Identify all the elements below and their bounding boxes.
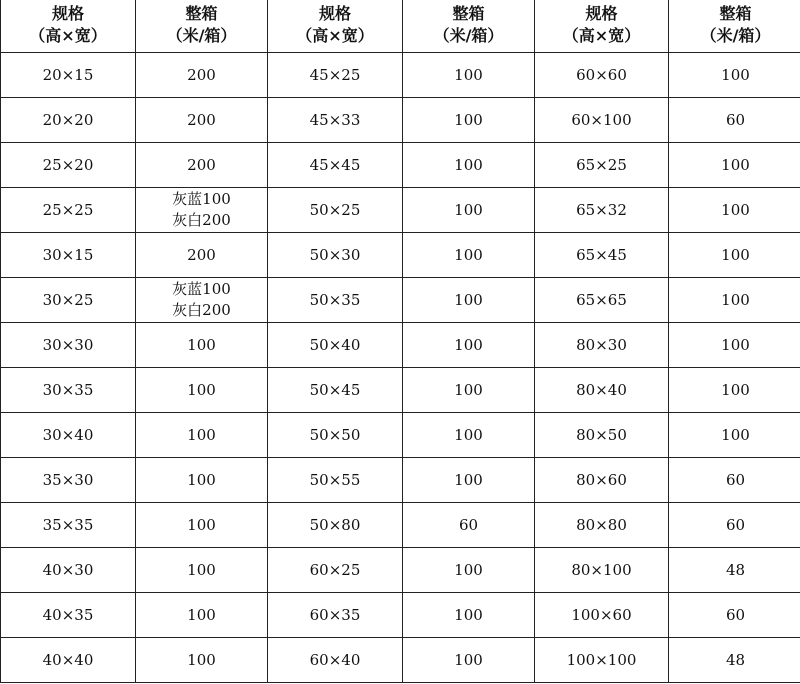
cell-text: 60 — [725, 470, 746, 489]
cell-text: 50×30 — [309, 245, 361, 264]
spec-cell — [535, 53, 669, 98]
box-qty-cell — [669, 53, 800, 98]
box-qty-cell — [669, 98, 800, 143]
cell-text: 100 — [721, 245, 750, 264]
cell-text: 200 — [187, 65, 216, 84]
cell-text: 100 — [187, 425, 216, 444]
box-qty-cell — [403, 593, 535, 638]
spec-cell — [1, 98, 136, 143]
header-cell-line: （米/箱） — [433, 25, 504, 45]
cell-text: 50×55 — [309, 470, 361, 489]
header-cell — [268, 0, 403, 53]
cell-text: 60×25 — [309, 560, 361, 579]
spec-cell — [1, 278, 136, 323]
header-cell — [136, 0, 268, 53]
table-row — [1, 458, 800, 503]
cell-text: 60×60 — [576, 65, 627, 84]
cell-text: 35×30 — [42, 470, 94, 489]
spec-cell — [1, 368, 136, 413]
cell-text: 45×45 — [309, 155, 361, 174]
cell-text: 100 — [721, 155, 750, 174]
spec-cell — [1, 143, 136, 188]
cell-text: 65×65 — [576, 290, 627, 309]
cell-text: 100 — [721, 290, 750, 309]
spec-cell — [1, 323, 136, 368]
box-qty-cell — [136, 503, 268, 548]
cell-text: 100×60 — [571, 605, 632, 624]
box-qty-cell — [669, 413, 800, 458]
header-cell-line: 规格 — [51, 3, 84, 23]
cell-text: 60×40 — [309, 650, 361, 669]
header-cell-line: 整箱 — [719, 3, 752, 23]
cell-text: 100 — [454, 380, 483, 399]
box-qty-cell — [669, 188, 800, 233]
spec-cell — [268, 323, 403, 368]
spec-cell — [1, 413, 136, 458]
cell-text: 灰蓝100 — [172, 280, 231, 298]
header-cell-line: 规格 — [585, 3, 618, 23]
box-qty-cell — [403, 458, 535, 503]
cell-text: 20×20 — [42, 110, 94, 129]
header-cell-line: （高×宽） — [296, 25, 374, 45]
cell-text: 80×30 — [576, 335, 627, 354]
cell-text: 60×35 — [309, 605, 361, 624]
cell-text: 100 — [721, 335, 750, 354]
box-qty-cell — [403, 548, 535, 593]
cell-text: 100 — [187, 335, 216, 354]
cell-text: 80×50 — [576, 425, 627, 444]
cell-text: 200 — [187, 110, 216, 129]
box-qty-cell — [136, 143, 268, 188]
cell-text: 100 — [721, 65, 750, 84]
cell-text: 30×40 — [42, 425, 94, 444]
box-qty-cell — [669, 638, 800, 683]
table-row — [1, 233, 800, 278]
spec-cell — [268, 593, 403, 638]
header-cell — [1, 0, 136, 53]
spec-cell — [535, 233, 669, 278]
cell-text: 30×30 — [42, 335, 94, 354]
cell-text: 灰白200 — [172, 301, 231, 319]
cell-text: 100 — [454, 65, 483, 84]
spec-cell — [1, 548, 136, 593]
header-cell — [535, 0, 669, 53]
cell-text: 100 — [721, 380, 750, 399]
spec-cell — [268, 548, 403, 593]
cell-text: 40×30 — [42, 560, 94, 579]
cell-text: 100 — [187, 605, 216, 624]
cell-text: 25×20 — [42, 155, 94, 174]
spec-cell — [535, 503, 669, 548]
box-qty-cell — [669, 368, 800, 413]
cell-text: 100×100 — [566, 650, 637, 669]
spec-cell — [268, 413, 403, 458]
spec-cell — [535, 278, 669, 323]
box-qty-cell — [403, 503, 535, 548]
table-row — [1, 368, 800, 413]
spec-cell — [535, 458, 669, 503]
cell-text: 60 — [725, 605, 746, 624]
box-qty-cell — [669, 143, 800, 188]
spec-cell — [535, 413, 669, 458]
box-qty-cell — [403, 188, 535, 233]
box-qty-cell — [136, 413, 268, 458]
spec-cell — [268, 188, 403, 233]
cell-text: 40×40 — [42, 650, 94, 669]
box-qty-cell — [136, 593, 268, 638]
spec-cell — [535, 548, 669, 593]
spec-cell — [268, 638, 403, 683]
cell-text: 80×40 — [576, 380, 627, 399]
box-qty-cell — [403, 98, 535, 143]
cell-text: 100 — [187, 470, 216, 489]
cell-text: 60×100 — [571, 110, 632, 129]
cell-text: 100 — [454, 650, 483, 669]
spec-cell — [268, 458, 403, 503]
cell-text: 200 — [187, 155, 216, 174]
header-cell — [669, 0, 800, 53]
spec-cell — [535, 368, 669, 413]
cell-text: 65×45 — [576, 245, 627, 264]
cell-text: 80×60 — [576, 470, 627, 489]
cell-text: 100 — [721, 425, 750, 444]
table-row — [1, 143, 800, 188]
box-qty-cell — [136, 368, 268, 413]
spec-cell — [268, 233, 403, 278]
cell-text: 50×45 — [309, 380, 361, 399]
spec-cell — [1, 53, 136, 98]
spec-cell — [535, 638, 669, 683]
spec-cell — [535, 188, 669, 233]
cell-text: 100 — [187, 560, 216, 579]
cell-text: 100 — [721, 200, 750, 219]
header-cell — [403, 0, 535, 53]
header-cell-line: 整箱 — [452, 3, 485, 23]
box-qty-cell — [136, 188, 268, 233]
box-qty-cell — [136, 638, 268, 683]
cell-text: 60 — [725, 515, 746, 534]
spec-cell — [1, 593, 136, 638]
box-qty-cell — [403, 143, 535, 188]
spec-cell — [1, 638, 136, 683]
cell-text: 50×25 — [309, 200, 361, 219]
box-qty-cell — [669, 458, 800, 503]
cell-text: 48 — [725, 650, 746, 669]
table-row — [1, 503, 800, 548]
spec-cell — [1, 188, 136, 233]
spec-table-body — [1, 0, 800, 683]
spec-cell — [268, 53, 403, 98]
box-qty-cell — [136, 53, 268, 98]
table-row — [1, 188, 800, 233]
box-qty-cell — [136, 323, 268, 368]
box-qty-cell — [669, 233, 800, 278]
spec-cell — [268, 143, 403, 188]
box-qty-cell — [136, 458, 268, 503]
cell-text: 30×35 — [42, 380, 94, 399]
cell-text: 100 — [454, 470, 483, 489]
header-row — [1, 0, 800, 53]
cell-text: 30×25 — [42, 290, 94, 309]
cell-text: 48 — [725, 560, 746, 579]
spec-cell — [535, 143, 669, 188]
cell-text: 30×15 — [42, 245, 94, 264]
spec-cell — [1, 503, 136, 548]
cell-text: 25×25 — [42, 200, 94, 219]
cell-text: 灰白200 — [172, 211, 231, 229]
cell-text: 100 — [454, 155, 483, 174]
table-row — [1, 413, 800, 458]
spec-cell — [535, 323, 669, 368]
header-cell-line: 整箱 — [185, 3, 218, 23]
header-cell-line: （高×宽） — [562, 25, 641, 45]
header-cell-line: （米/箱） — [166, 25, 237, 45]
cell-text: 200 — [187, 245, 216, 264]
cell-text: 45×33 — [309, 110, 361, 129]
cell-text: 灰蓝100 — [172, 190, 231, 208]
header-cell-line: 规格 — [318, 3, 351, 23]
cell-text: 100 — [187, 650, 216, 669]
cell-text: 80×80 — [576, 515, 627, 534]
box-qty-cell — [403, 413, 535, 458]
box-qty-cell — [669, 548, 800, 593]
spec-cell — [268, 368, 403, 413]
box-qty-cell — [403, 278, 535, 323]
spec-cell — [1, 458, 136, 503]
cell-text: 45×25 — [309, 65, 361, 84]
cell-text: 60 — [725, 110, 746, 129]
cell-text: 100 — [454, 605, 483, 624]
box-qty-cell — [669, 278, 800, 323]
spec-cell — [268, 278, 403, 323]
cell-text: 50×50 — [309, 425, 361, 444]
cell-text: 50×40 — [309, 335, 361, 354]
box-qty-cell — [403, 53, 535, 98]
cell-text: 100 — [187, 380, 216, 399]
cell-text: 65×32 — [576, 200, 627, 219]
cell-text: 100 — [454, 290, 483, 309]
cell-text: 100 — [187, 515, 216, 534]
box-qty-cell — [136, 233, 268, 278]
cell-text: 100 — [454, 335, 483, 354]
box-qty-cell — [403, 638, 535, 683]
table-row — [1, 638, 800, 683]
cell-text: 20×15 — [42, 65, 94, 84]
table-row — [1, 53, 800, 98]
cell-text: 100 — [454, 560, 483, 579]
box-qty-cell — [669, 323, 800, 368]
table-row — [1, 548, 800, 593]
table-row — [1, 593, 800, 638]
spec-cell — [535, 593, 669, 638]
spec-cell — [1, 233, 136, 278]
spec-cell — [535, 98, 669, 143]
cell-text: 50×35 — [309, 290, 361, 309]
spec-cell — [268, 503, 403, 548]
cell-text: 65×25 — [576, 155, 627, 174]
box-qty-cell — [403, 323, 535, 368]
box-qty-cell — [403, 368, 535, 413]
box-qty-cell — [403, 233, 535, 278]
cell-text: 100 — [454, 200, 483, 219]
cell-text: 100 — [454, 245, 483, 264]
cell-text: 35×35 — [42, 515, 94, 534]
cell-text: 80×100 — [571, 560, 632, 579]
box-qty-cell — [136, 98, 268, 143]
box-qty-cell — [669, 503, 800, 548]
box-qty-cell — [136, 548, 268, 593]
header-cell-line: （高×宽） — [29, 25, 107, 45]
cell-text: 50×80 — [309, 515, 361, 534]
table-row — [1, 323, 800, 368]
cell-text: 60 — [458, 515, 479, 534]
header-cell-line: （米/箱） — [700, 25, 771, 45]
table-row — [1, 98, 800, 143]
cell-text: 40×35 — [42, 605, 94, 624]
spec-cell — [268, 98, 403, 143]
cell-text: 100 — [454, 425, 483, 444]
table-row — [1, 278, 800, 323]
cell-text: 100 — [454, 110, 483, 129]
box-qty-cell — [136, 278, 268, 323]
box-qty-cell — [669, 593, 800, 638]
